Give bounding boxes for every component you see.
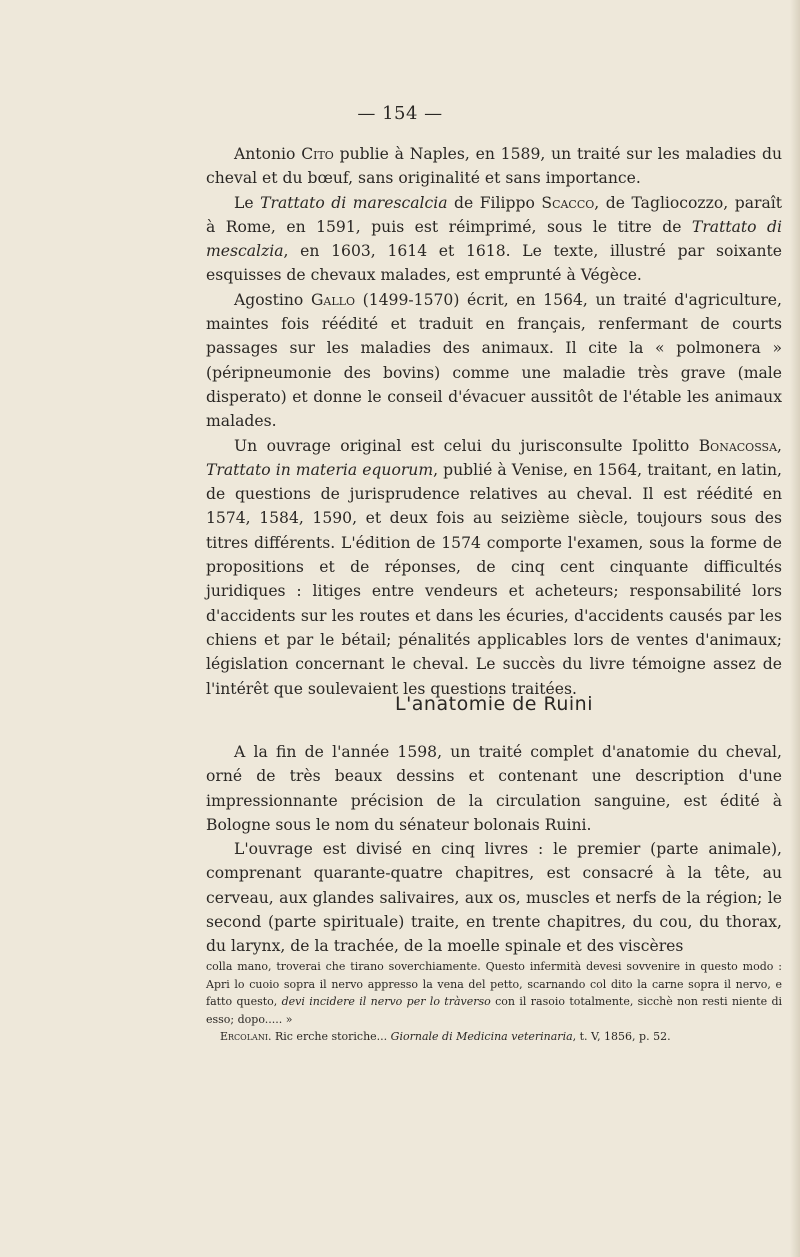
- page-number: — 154 —: [357, 103, 443, 124]
- book-title: Trattato in materia equorum: [206, 460, 434, 479]
- reference-author: Ercolani: [220, 1030, 268, 1043]
- book-title: Trattato di marescalcia: [260, 193, 448, 212]
- author-name: Gallo: [310, 290, 355, 309]
- paragraph-text: , de Tagliocozzo, paraît à Rome, en 1591, puis est réimprimé, sous le titre de: [206, 193, 782, 236]
- paragraph-ruini-intro: A la fin de l'année 1598, un traité complet d'anatomie du cheval, orné de très beaux dessins et contenant une description d'une impressionnante précision de la circulation sanguine, est édité à Bologne sous le nom du sénateur bolonais Ruini.: [206, 743, 782, 834]
- paragraph-scacco: [206, 191, 782, 288]
- paragraph-text: publie à Naples, en 1589, un traité sur les maladies du cheval et du bœuf, sans originalité et sans importance.: [206, 145, 782, 188]
- paragraph-text: , publié à Venise, en 1564, traitant, en latin, de questions de jurisprudence relatives au cheval. Il est réédité en 1574, 1584, 1590, et deux fois au seizième siècle, toujours sous des titres différents. L'édition de 1574 comporte l'examen, sous la forme de propositions et de réponses, de cinq cent cinquante difficultés juridiques : litiges entre vendeurs et acheteurs; responsabilité lors d'accidents sur les routes et dans les écuries, d'accidents causés par les chiens et par le bétail; pénalités applicables lors de ventes d'animaux; législation concernant le cheval. Le succès du livre témoigne assez de l'intérêt que soulevaient les questions traitées.: [206, 460, 782, 698]
- paragraph-text: Agostino: [234, 290, 311, 309]
- footnote-text: , t. V, 1856, p. 52.: [572, 1030, 671, 1043]
- footnote: [206, 958, 782, 1046]
- author-name: Cito: [301, 145, 334, 163]
- section-text: [206, 740, 782, 959]
- paragraph-text: Antonio: [234, 145, 302, 163]
- paragraph-text: ,: [777, 436, 782, 455]
- paragraph-cito: [206, 142, 782, 191]
- footnote-reference: [206, 1028, 782, 1046]
- section-heading: L'anatomie de Ruini: [394, 693, 593, 715]
- page-edge-shadow: [790, 0, 800, 1257]
- reference-journal: Giornale di Medicina veterinaria: [390, 1030, 573, 1043]
- footnote-text: . Ric erche storiche...: [267, 1030, 391, 1043]
- author-name: Bonacossa: [698, 436, 778, 455]
- paragraph-gallo: [206, 288, 782, 434]
- main-text: [206, 142, 782, 701]
- author-name: Scacco: [541, 193, 595, 212]
- paragraph-text: Le: [234, 193, 261, 212]
- footnote-text: colla mano, troverai che tirano soverchiamente. Questo infermità devesi sovvenire in questo modo : Apri lo cuoio sopra il nervo appresso la vena del petto, scarnando col dito la carne sopra il nervo, e fatto questo,: [206, 960, 782, 1008]
- footnote-italic: devi incidere il nervo per lo tràverso: [281, 995, 491, 1008]
- book-title: Trattato di mescalzia: [206, 217, 782, 261]
- footnote-quote: [206, 958, 782, 1028]
- paragraph-bonacossa: [206, 434, 782, 701]
- paragraph-text: Un ouvrage original est celui du jurisconsulte Ipolitto: [234, 436, 699, 455]
- footnote-text: con il rasoio totalmente, sicchè non resti niente di esso; dopo..... »: [206, 995, 783, 1026]
- paragraph-text: , en 1603, 1614 et 1618. Le texte, illustré par soixante esquisses de chevaux malades, est emprunté à Végèce.: [206, 242, 782, 285]
- paragraph-text: de Filippo: [447, 193, 542, 212]
- paragraph-ruini-books: L'ouvrage est divisé en cinq livres : le premier (parte animale), comprenant quarante-quatre chapitres, est consacré à la tête, au cerveau, aux glandes salivaires, aux os, muscles et nerfs de la région; le second (parte spirituale) traite, en trente chapitres, du cou, du thorax, du larynx, de la trachée, de la moelle spinale et des viscères: [206, 840, 782, 956]
- paragraph-text: (1499-1570) écrit, en 1564, un traité d'agriculture, maintes fois réédité et traduit en français, renfermant de courts passages sur les maladies des animaux. Il cite la « polmonera » (péripneumonie des bovins) comme une maladie très grave (male disperato) et donne le conseil d'évacuer aussitôt de l'étable les animaux malades.: [206, 290, 782, 431]
